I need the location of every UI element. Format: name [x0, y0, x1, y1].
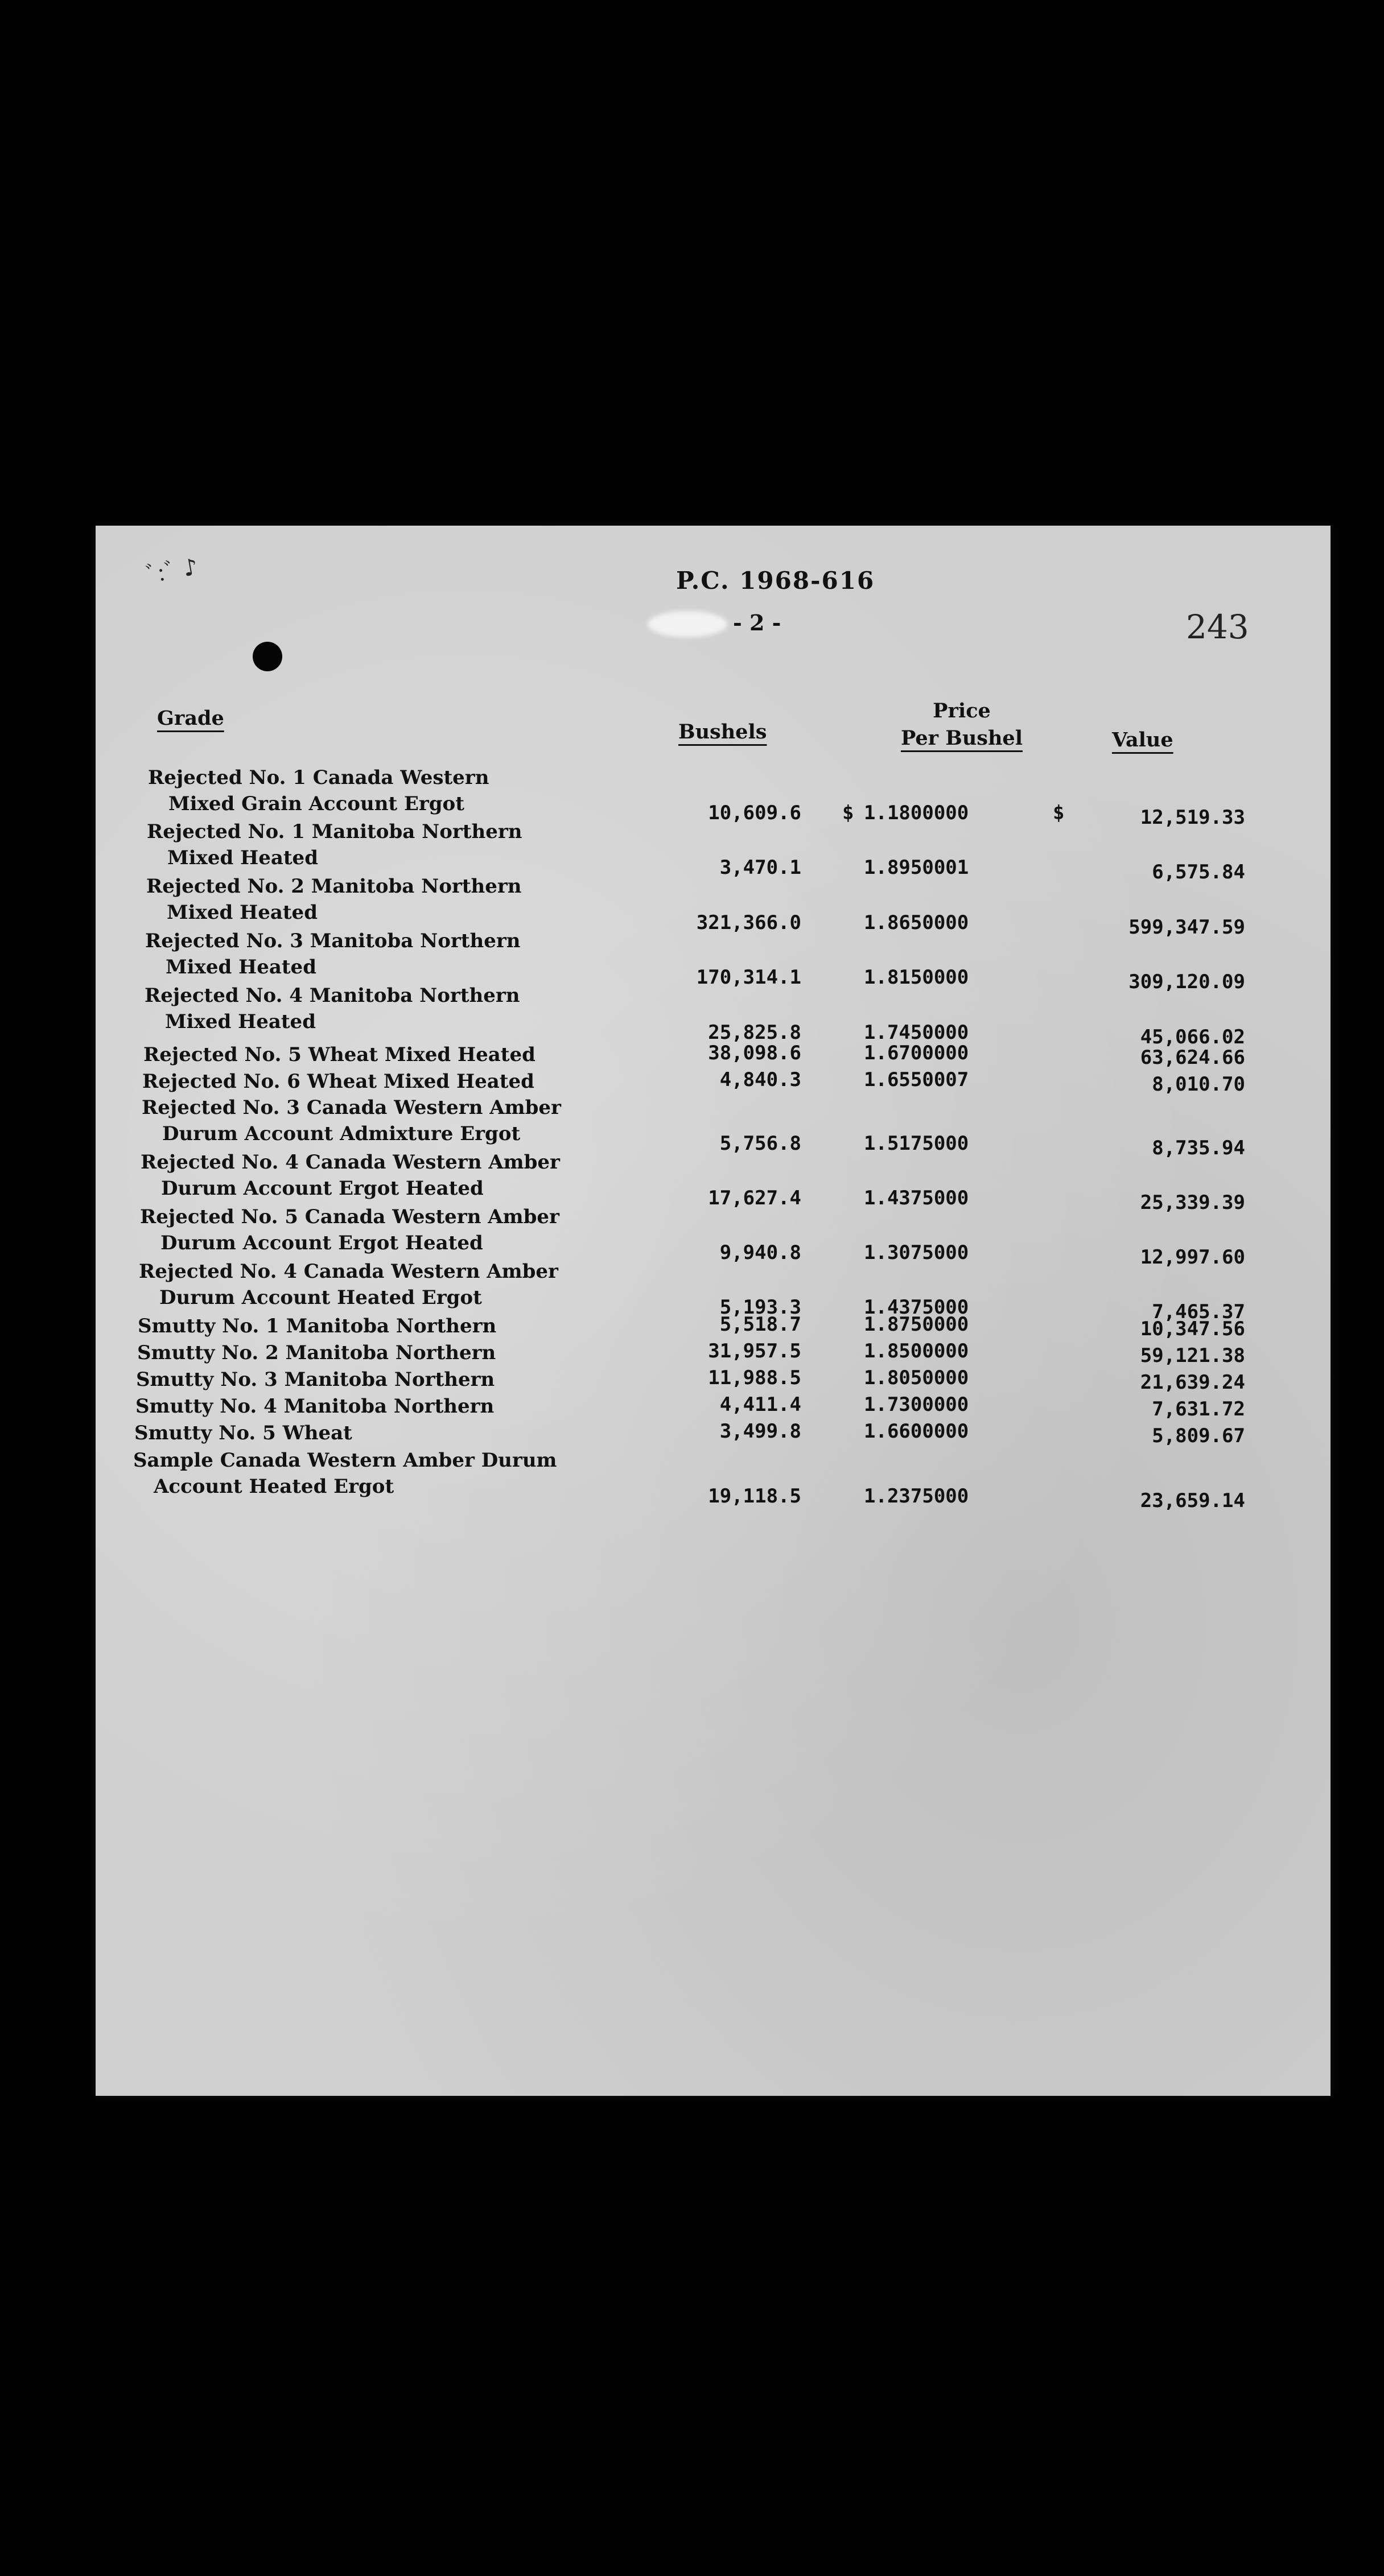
row-price: 1.6600000: [864, 1420, 969, 1443]
punch-hole: [253, 642, 282, 671]
row-bushels: 19,118.5: [708, 1485, 801, 1508]
row-bushels: 3,470.1: [719, 856, 801, 879]
document-reference: P.C. 1968-616: [676, 567, 875, 595]
row-value: 10,347.56: [1140, 1318, 1245, 1340]
row-value: 59,121.38: [1140, 1344, 1245, 1367]
header-price-line2: Per Bushel: [900, 726, 1023, 750]
grade-line2: Durum Account Admixture Ergot: [162, 1122, 521, 1145]
row-bushels: 11,988.5: [708, 1367, 801, 1389]
grade-line1: Rejected No. 5 Wheat Mixed Heated: [143, 1043, 536, 1066]
row-price: 1.6700000: [864, 1042, 969, 1064]
grade-line1: Rejected No. 1 Manitoba Northern: [147, 820, 522, 843]
grade-line2: Durum Account Ergot Heated: [160, 1232, 483, 1254]
row-value: 25,339.39: [1140, 1191, 1245, 1214]
grade-line2: Mixed Heated: [167, 847, 318, 869]
grade-line1: Rejected No. 3 Manitoba Northern: [145, 930, 521, 952]
row-grade: [145, 982, 520, 1035]
row-grade: [133, 1447, 557, 1500]
grade-line1: Smutty No. 2 Manitoba Northern: [137, 1341, 496, 1364]
row-bushels: 4,840.3: [719, 1068, 801, 1091]
row-grade: [142, 1068, 534, 1095]
row-price: 1.3075000: [864, 1241, 969, 1264]
row-bushels: 10,609.6: [708, 802, 801, 824]
grade-line2: Mixed Heated: [167, 901, 318, 924]
grade-line1: Smutty No. 1 Manitoba Northern: [138, 1315, 497, 1337]
row-grade: [140, 1204, 559, 1256]
row-price: 1.8650000: [864, 911, 969, 934]
dollar-price-sign: $: [842, 802, 854, 824]
row-value: 8,010.70: [1152, 1073, 1245, 1096]
row-value: 7,631.72: [1152, 1398, 1245, 1421]
row-grade: [139, 1258, 558, 1311]
header-grade: Grade: [157, 707, 224, 730]
row-price: 1.1800000: [864, 802, 969, 824]
grade-line1: Rejected No. 6 Wheat Mixed Heated: [142, 1070, 534, 1093]
row-value: 45,066.02: [1140, 1026, 1245, 1048]
row-grade: [136, 1367, 495, 1393]
grade-line1: Sample Canada Western Amber Durum: [133, 1449, 557, 1472]
grade-line1: Rejected No. 5 Canada Western Amber: [140, 1206, 559, 1228]
row-price: 1.8500000: [864, 1340, 969, 1363]
grade-line1: Rejected No. 4 Manitoba Northern: [145, 984, 520, 1007]
row-value: 309,120.09: [1128, 971, 1245, 993]
row-bushels: 170,314.1: [696, 966, 801, 989]
grade-line2: Mixed Grain Account Ergot: [168, 792, 464, 815]
row-grade: [141, 1149, 560, 1202]
row-price: 1.7300000: [864, 1393, 969, 1416]
dollar-value-sign: $: [1053, 802, 1065, 824]
grade-line1: Rejected No. 4 Canada Western Amber: [141, 1151, 560, 1174]
row-grade: [135, 1393, 494, 1419]
row-bushels: 5,756.8: [719, 1132, 801, 1155]
row-price: 1.8050000: [864, 1367, 969, 1389]
row-value: 599,347.59: [1128, 916, 1245, 939]
grade-line1: Smutty No. 5 Wheat: [134, 1422, 352, 1444]
grade-line2: Mixed Heated: [166, 956, 316, 979]
grade-line2: Mixed Heated: [165, 1010, 316, 1033]
row-bushels: 5,518.7: [719, 1313, 801, 1336]
row-grade: [137, 1340, 496, 1366]
grade-line1: Smutty No. 4 Manitoba Northern: [135, 1395, 495, 1418]
header-price-line1: Price: [933, 699, 991, 723]
row-price: 1.7450000: [864, 1021, 969, 1044]
row-price: 1.4375000: [864, 1187, 969, 1209]
grade-line1: Rejected No. 1 Canada Western: [148, 766, 489, 789]
grade-line1: Rejected No. 4 Canada Western Amber: [139, 1260, 558, 1283]
row-value: 12,519.33: [1140, 806, 1245, 829]
row-grade: [138, 1313, 496, 1339]
grade-line1: Rejected No. 2 Manitoba Northern: [146, 875, 522, 898]
row-bushels: 5,193.3: [719, 1296, 801, 1319]
row-bushels: 31,957.5: [708, 1340, 801, 1363]
row-price: 1.5175000: [864, 1132, 969, 1155]
header-bushels: Bushels: [678, 720, 767, 744]
row-value: 6,575.84: [1152, 861, 1245, 884]
row-bushels: 3,499.8: [719, 1420, 801, 1443]
row-value: 8,735.94: [1152, 1137, 1245, 1159]
row-grade: [148, 765, 489, 817]
row-value: 12,997.60: [1140, 1246, 1245, 1269]
document-page: [96, 526, 1331, 2096]
row-price: 1.2375000: [864, 1485, 969, 1508]
row-bushels: 4,411.4: [719, 1393, 801, 1416]
row-price: 1.6550007: [864, 1068, 969, 1091]
row-price: 1.4375000: [864, 1296, 969, 1319]
row-grade: [145, 928, 520, 980]
row-value: 7,465.37: [1152, 1301, 1245, 1323]
folio-number: 243: [1186, 608, 1249, 646]
header-price: [882, 697, 1041, 752]
row-price: 1.8750000: [864, 1313, 969, 1336]
grade-line1: Rejected No. 3 Canada Western Amber: [142, 1096, 561, 1119]
grade-line2: Durum Account Ergot Heated: [161, 1177, 484, 1200]
row-grade: [147, 819, 522, 871]
row-value: 5,809.67: [1152, 1425, 1245, 1447]
header-value: Value: [1112, 728, 1173, 752]
row-price: 1.8150000: [864, 966, 969, 989]
row-grade: [143, 1042, 536, 1068]
row-value: 63,624.66: [1140, 1046, 1245, 1069]
row-grade: [142, 1095, 561, 1147]
row-bushels: 38,098.6: [708, 1042, 801, 1064]
grade-line1: Smutty No. 3 Manitoba Northern: [136, 1368, 495, 1391]
row-value: 23,659.14: [1140, 1489, 1245, 1512]
row-grade: [134, 1420, 352, 1446]
page-marker: - 2 -: [733, 610, 781, 635]
corner-handwritten-mark: ﾞ:ﾞ ♪: [144, 554, 200, 589]
paper-smudge: [648, 611, 727, 637]
row-value: 21,639.24: [1140, 1371, 1245, 1394]
grade-line2: Durum Account Heated Ergot: [159, 1286, 482, 1309]
row-price: 1.8950001: [864, 856, 969, 879]
grade-line2: Account Heated Ergot: [154, 1475, 394, 1498]
row-grade: [146, 873, 521, 926]
row-bushels: 25,825.8: [708, 1021, 801, 1044]
row-bushels: 321,366.0: [696, 911, 801, 934]
row-bushels: 9,940.8: [719, 1241, 801, 1264]
row-bushels: 17,627.4: [708, 1187, 801, 1209]
